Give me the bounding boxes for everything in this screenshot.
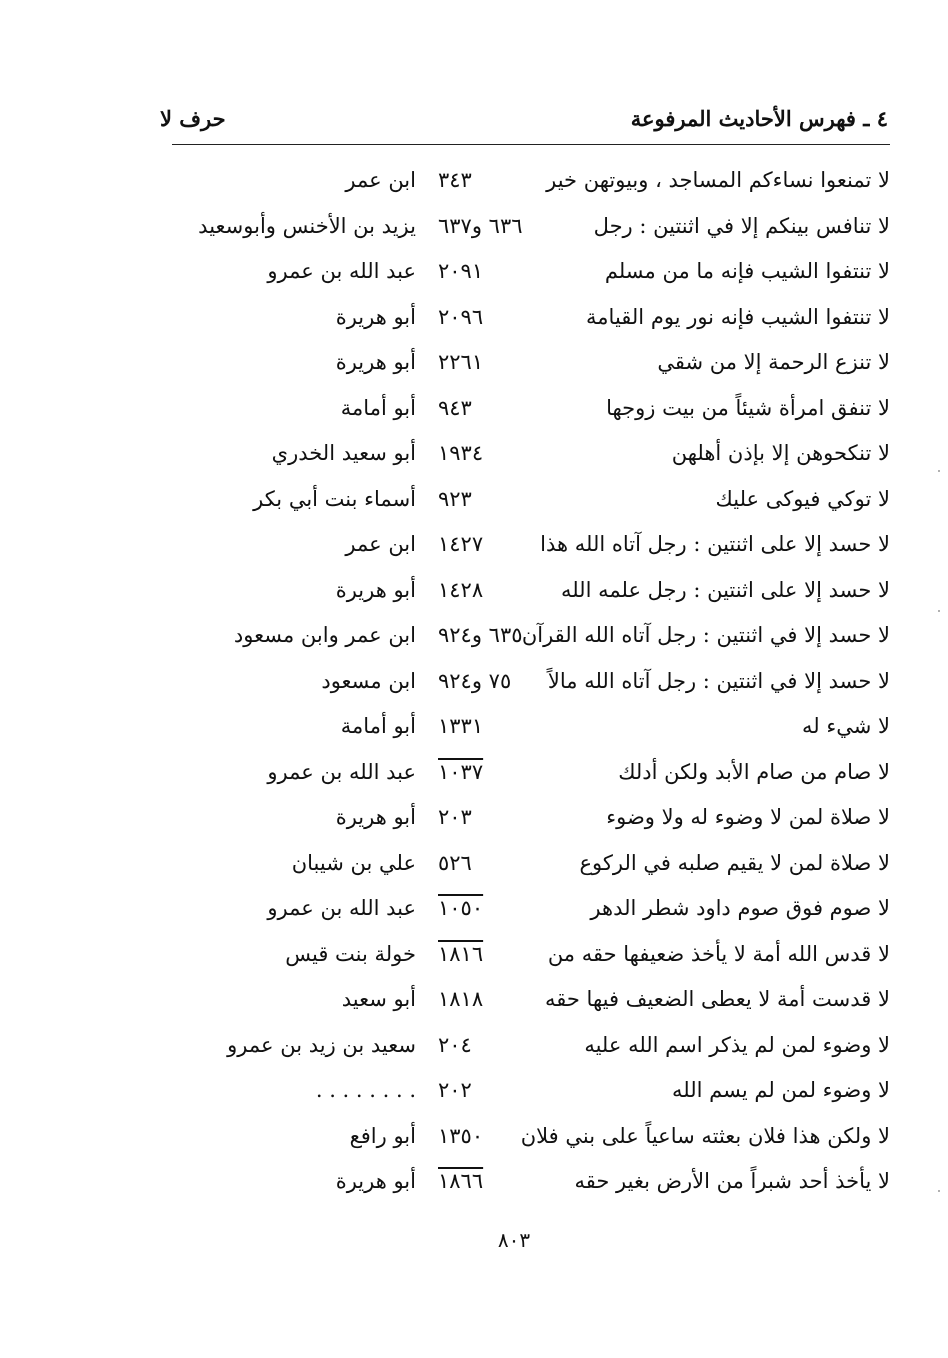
hadith-number: ١٤٢٧ xyxy=(438,532,484,556)
narrator-name: عبد الله بن عمرو xyxy=(267,259,416,283)
index-row xyxy=(0,522,948,568)
hadith-number: ١٠٥٠ xyxy=(438,896,484,920)
narrator-name: أبو أمامة xyxy=(340,395,416,420)
narrator-name: عبد الله بن عمرو xyxy=(267,759,416,784)
hadith-text: لا وضوء لمن لم يسم الله xyxy=(672,1078,890,1102)
index-row xyxy=(0,1068,948,1114)
hadith-text: لا حسد إلا في اثنتين : رجل آتاه الله مالاً xyxy=(547,668,890,693)
hadith-text: لا حسد إلا على اثنتين : رجل آتاه الله هذا xyxy=(540,532,890,556)
narrator-name: عبد الله بن عمرو xyxy=(267,896,416,920)
hadith-number: ٦٣٦ و٦٣٧ xyxy=(438,213,523,238)
hadith-number: ١٨١٦ xyxy=(438,941,484,966)
narrator-name: أبو هريرة xyxy=(335,350,416,374)
hadith-text: لا حسد إلا على اثنتين : رجل علمه الله xyxy=(560,577,890,602)
hadith-number: ١٣٥٠ xyxy=(438,1123,484,1148)
scan-speck xyxy=(938,470,940,472)
hadith-text: لا قدس الله أمة لا يأخذ ضعيفها حقه من xyxy=(547,941,890,966)
narrator-name: أبو هريرة xyxy=(335,577,416,602)
hadith-number: ١٣٣١ xyxy=(438,714,484,738)
hadith-number: ١٨٦٦ xyxy=(438,1169,484,1193)
hadith-number: ١٨١٨ xyxy=(438,987,484,1011)
hadith-text: لا تنتفوا الشيب فإنه نور يوم القيامة xyxy=(586,304,890,329)
hadith-text: لا تنافس بينكم إلا في اثنتين : رجل xyxy=(593,213,890,238)
index-row xyxy=(0,977,948,1023)
narrator-name: أبو سعيد xyxy=(341,987,416,1011)
narrator-name: أسماء بنت أبي بكر xyxy=(253,486,416,511)
hadith-number: ٩٢٣ xyxy=(438,486,472,511)
hadith-text: لا حسد إلا في اثنتين : رجل آتاه الله القرآن xyxy=(521,623,890,647)
index-row xyxy=(0,613,948,659)
hadith-text: لا ولكن هذا فلان بعثته ساعياً على بني فلان xyxy=(520,1123,890,1148)
index-row xyxy=(0,886,948,932)
hadith-number: ٧٥ و٩٢٤ xyxy=(438,668,512,693)
narrator-name: يزيد بن الأخنس وأبوسعيد xyxy=(198,213,416,238)
narrator-name: أبو هريرة xyxy=(335,805,416,829)
hadith-number: ٢٢٦١ xyxy=(438,350,484,374)
narrator-name: أبو سعيد الخدري xyxy=(271,441,416,465)
hadith-number: ٥٢٦ xyxy=(438,850,472,875)
hadith-text: لا صوم فوق صوم داود شطر الدهر xyxy=(590,896,890,920)
hadith-text: لا يأخذ أحد شبراً من الأرض بغير حقه xyxy=(574,1169,890,1193)
index-row xyxy=(0,568,948,614)
index-row xyxy=(0,386,948,432)
hadith-number: ٢٠٩٦ xyxy=(438,304,484,329)
hadith-text: لا توكي فيوكى عليك xyxy=(715,486,890,511)
hadith-text: لا تنفق امرأة شيئاً من بيت زوجها xyxy=(606,395,890,420)
hadith-text: لا تمنعوا نساءكم المساجد ، وبيوتهن خير xyxy=(546,168,890,192)
index-row xyxy=(0,750,948,796)
index-row xyxy=(0,295,948,341)
hadith-text: لا شيء له xyxy=(802,714,890,738)
hadith-text: لا تنزع الرحمة إلا من شقي xyxy=(657,350,890,374)
narrator-name: ابن مسعود xyxy=(321,668,416,693)
index-row xyxy=(0,841,948,887)
hadith-index-list xyxy=(0,158,948,1205)
hadith-number: ٢٠٩١ xyxy=(438,259,484,283)
narrator-name: علي بن شيبان xyxy=(291,850,416,875)
hadith-number: ١٤٢٨ xyxy=(438,577,484,602)
narrator-name: أبو هريرة xyxy=(335,1169,416,1193)
index-row xyxy=(0,158,948,204)
scan-speck xyxy=(938,1190,940,1192)
narrator-name: ابن عمر xyxy=(345,532,416,556)
index-row xyxy=(0,795,948,841)
hadith-number: ٣٤٣ xyxy=(438,168,472,192)
narrator-name: أبو أمامة xyxy=(340,714,416,738)
hadith-number: ٩٤٣ xyxy=(438,395,472,420)
index-row xyxy=(0,932,948,978)
index-row xyxy=(0,659,948,705)
hadith-text: لا صام من صام الأبد ولكن أدلك xyxy=(618,759,890,784)
index-row xyxy=(0,431,948,477)
narrator-name: . . . . . . . . xyxy=(315,1078,416,1102)
hadith-text: لا صلاة لمن لا يقيم صلبه في الركوع xyxy=(579,850,890,875)
index-row xyxy=(0,340,948,386)
narrator-name: خولة بنت قيس xyxy=(285,941,416,966)
hadith-number: ٦٣٥ و٩٢٤ xyxy=(438,623,523,647)
scan-speck xyxy=(938,610,940,612)
index-row xyxy=(0,1114,948,1160)
index-row xyxy=(0,477,948,523)
index-row xyxy=(0,204,948,250)
letter-title: حرف لا xyxy=(160,105,226,131)
page-number: ٨٠٣ xyxy=(497,1228,531,1252)
header-divider xyxy=(172,144,890,145)
narrator-name: ابن عمر xyxy=(345,168,416,192)
hadith-number: ٢٠٤ xyxy=(438,1032,472,1057)
running-header xyxy=(160,98,888,138)
index-row xyxy=(0,704,948,750)
hadith-text: لا تنتفوا الشيب فإنه ما من مسلم xyxy=(604,259,890,283)
narrator-name: ابن عمر وابن مسعود xyxy=(233,623,416,647)
narrator-name: سعيد بن زيد بن عمرو xyxy=(227,1032,416,1057)
index-row xyxy=(0,1023,948,1069)
index-row xyxy=(0,249,948,295)
hadith-text: لا صلاة لمن لا وضوء له ولا وضوء xyxy=(606,805,890,829)
hadith-text: لا تنكحوهن إلا بإذن أهلهن xyxy=(671,441,890,465)
hadith-number: ١٠٣٧ xyxy=(438,759,484,784)
narrator-name: أبو هريرة xyxy=(335,304,416,329)
narrator-name: أبو رافع xyxy=(349,1123,416,1148)
hadith-number: ١٩٣٤ xyxy=(438,441,484,465)
hadith-text: لا قدست أمة لا يعطى الضعيف فيها حقه xyxy=(545,987,890,1011)
hadith-number: ٢٠٢ xyxy=(438,1078,472,1102)
section-title: ٤ ـ فهرس الأحاديث المرفوعة xyxy=(630,105,888,131)
index-row xyxy=(0,1159,948,1205)
hadith-text: لا وضوء لمن لم يذكر اسم الله عليه xyxy=(584,1032,890,1057)
hadith-number: ٢٠٣ xyxy=(438,805,472,829)
